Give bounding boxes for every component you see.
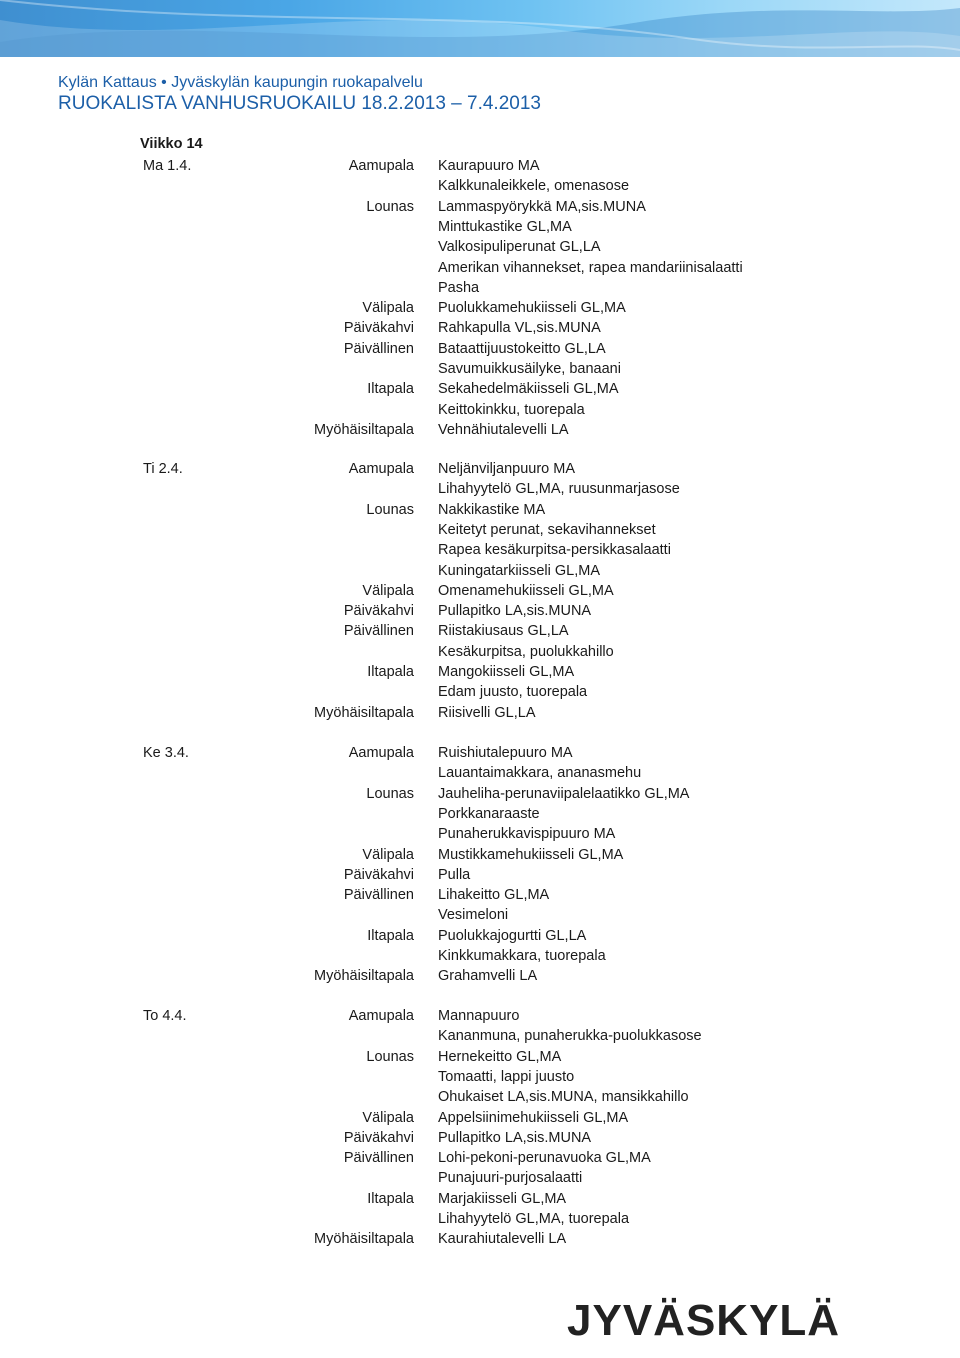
header-title: RUOKALISTA VANHUSRUOKAILU 18.2.2013 – 7.4.2013 bbox=[58, 93, 541, 114]
menu-row bbox=[0, 520, 960, 540]
dish-name: Valkosipuliperunat GL,LA bbox=[438, 239, 601, 256]
meal-name: Päivällinen bbox=[343, 887, 414, 904]
meal-name: Välipala bbox=[362, 1109, 414, 1126]
dish-name: Kuningatarkiisseli GL,MA bbox=[438, 562, 600, 579]
dish-name: Lammaspyörykkä MA,sis.MUNA bbox=[438, 198, 646, 215]
dish-name: Rapea kesäkurpitsa-persikkasalaatti bbox=[438, 542, 671, 559]
jyvaskyla-logo: JYVÄSKYLÄ bbox=[567, 1296, 841, 1345]
dish-name: Lohi-pekoni-perunavuoka GL,MA bbox=[438, 1150, 651, 1167]
dish-name: Riistakiusaus GL,LA bbox=[438, 623, 569, 640]
menu-row bbox=[0, 865, 960, 885]
dish-name: Neljänviljanpuuro MA bbox=[438, 461, 576, 477]
dish-name: Mannapuuro bbox=[438, 1008, 520, 1024]
menu-row bbox=[0, 662, 960, 682]
dish-name: Lihahyytelö GL,MA, tuorepala bbox=[438, 1211, 630, 1227]
dish-name: Omenamehukiisseli GL,MA bbox=[438, 582, 614, 599]
menu-row bbox=[0, 763, 960, 783]
menu-row bbox=[0, 601, 960, 621]
dish-name: Jauheliha-perunaviipalelaatikko GL,MA bbox=[438, 785, 690, 802]
meal-name: Päiväkahvi bbox=[343, 866, 414, 883]
dish-name: Appelsiinimehukiisseli GL,MA bbox=[438, 1109, 629, 1126]
meal-name: Lounas bbox=[366, 785, 414, 802]
menu-row bbox=[0, 703, 960, 723]
menu-row bbox=[0, 824, 960, 844]
menu-row bbox=[0, 743, 960, 763]
dish-name: Kinkkumakkara, tuorepala bbox=[438, 948, 606, 964]
menu-row bbox=[0, 237, 960, 257]
menu-row bbox=[0, 1128, 960, 1148]
menu-row bbox=[0, 197, 960, 217]
menu-row bbox=[0, 420, 960, 440]
meal-name: Aamupala bbox=[348, 158, 414, 174]
header-subtitle: Kylän Kattaus • Jyväskylän kaupungin ruokapalvelu bbox=[58, 74, 423, 91]
meal-name: Päiväkahvi bbox=[343, 1129, 414, 1146]
dish-name: Pullapitko LA,sis.MUNA bbox=[438, 603, 592, 620]
dish-name: Tomaatti, lappi juusto bbox=[438, 1068, 575, 1085]
meal-name: Aamupala bbox=[348, 1008, 414, 1024]
meal-name: Myöhäisiltapala bbox=[314, 968, 414, 985]
menu-row bbox=[0, 1229, 960, 1249]
menu-row bbox=[0, 581, 960, 601]
meal-name: Välipala bbox=[362, 846, 414, 863]
menu-row bbox=[0, 621, 960, 641]
day-label: Ti 2.4. bbox=[143, 461, 183, 477]
meal-name: Lounas bbox=[366, 198, 414, 215]
dish-name: Puolukkajogurtti GL,LA bbox=[438, 927, 587, 944]
menu-row bbox=[0, 217, 960, 237]
dish-name: Kaurapuuro MA bbox=[438, 158, 540, 174]
meal-name: Iltapala bbox=[367, 664, 414, 680]
dish-name: Amerikan vihannekset, rapea mandariinisalaatti bbox=[438, 259, 743, 276]
meal-name: Lounas bbox=[366, 1048, 414, 1065]
menu-row bbox=[0, 500, 960, 520]
menu-row bbox=[0, 459, 960, 479]
meal-name: Iltapala bbox=[367, 927, 414, 944]
menu-row bbox=[0, 1209, 960, 1229]
dish-name: Lauantaimakkara, ananasmehu bbox=[438, 765, 642, 782]
meal-name: Myöhäisiltapala bbox=[314, 1231, 414, 1248]
menu-row bbox=[0, 845, 960, 865]
header-banner bbox=[0, 0, 960, 57]
menu-row bbox=[0, 1168, 960, 1188]
meal-name: Aamupala bbox=[348, 461, 414, 477]
menu-row bbox=[0, 1148, 960, 1168]
dish-name: Kananmuna, punaherukka-puolukkasose bbox=[438, 1028, 702, 1045]
dish-name: Edam juusto, tuorepala bbox=[438, 684, 588, 701]
menu-row bbox=[0, 784, 960, 804]
dish-name: Minttukastike GL,MA bbox=[438, 218, 572, 235]
menu-row bbox=[0, 379, 960, 399]
menu-row bbox=[0, 1026, 960, 1046]
menu-row bbox=[0, 400, 960, 420]
menu-row bbox=[0, 156, 960, 176]
dish-name: Punaherukkavispipuuro MA bbox=[438, 826, 616, 843]
dish-name: Pulla bbox=[438, 866, 471, 883]
day-label: To 4.4. bbox=[143, 1008, 187, 1024]
meal-name: Välipala bbox=[362, 582, 414, 599]
menu-row bbox=[0, 1047, 960, 1067]
menu-row bbox=[0, 1108, 960, 1128]
meal-name: Päivällinen bbox=[343, 340, 414, 357]
menu-row bbox=[0, 905, 960, 925]
menu-row bbox=[0, 946, 960, 966]
dish-name: Hernekeitto GL,MA bbox=[438, 1048, 562, 1065]
dish-name: Sekahedelmäkiisseli GL,MA bbox=[438, 381, 619, 398]
menu-row bbox=[0, 258, 960, 278]
dish-name: Nakkikastike MA bbox=[438, 501, 546, 518]
menu-row bbox=[0, 1067, 960, 1087]
dish-name: Kaurahiutalevelli LA bbox=[438, 1231, 567, 1248]
menu-row bbox=[0, 298, 960, 318]
day-label: Ma 1.4. bbox=[143, 158, 192, 174]
dish-name: Rahkapulla VL,sis.MUNA bbox=[438, 320, 601, 337]
dish-name: Kalkkunaleikkele, omenasose bbox=[438, 178, 630, 195]
dish-name: Punajuuri-purjosalaatti bbox=[438, 1170, 583, 1187]
meal-name: Iltapala bbox=[367, 1190, 414, 1207]
menu-row bbox=[0, 1006, 960, 1026]
menu-row bbox=[0, 804, 960, 824]
meal-name: Päivällinen bbox=[343, 623, 414, 640]
meal-name: Myöhäisiltapala bbox=[314, 421, 414, 438]
menu-row bbox=[0, 682, 960, 702]
meal-name: Lounas bbox=[366, 501, 414, 518]
meal-name: Myöhäisiltapala bbox=[314, 704, 414, 721]
meal-name: Päivällinen bbox=[343, 1150, 414, 1167]
menu-row bbox=[0, 926, 960, 946]
day-label: Ke 3.4. bbox=[143, 745, 189, 761]
dish-name: Porkkanaraaste bbox=[438, 805, 540, 822]
menu-row bbox=[0, 479, 960, 499]
dish-name: Pasha bbox=[438, 279, 480, 296]
menu-row bbox=[0, 642, 960, 662]
banner-wave-graphic bbox=[0, 0, 960, 57]
menu-row bbox=[0, 540, 960, 560]
meal-name: Päiväkahvi bbox=[343, 320, 414, 337]
dish-name: Vesimeloni bbox=[438, 907, 509, 924]
dish-name: Ruishiutalepuuro MA bbox=[438, 745, 573, 761]
menu-row bbox=[0, 278, 960, 298]
dish-name: Mustikkamehukiisseli GL,MA bbox=[438, 846, 624, 863]
dish-name: Puolukkamehukiisseli GL,MA bbox=[438, 300, 626, 317]
dish-name: Riisivelli GL,LA bbox=[438, 704, 536, 721]
menu-row bbox=[0, 885, 960, 905]
dish-name: Lihahyytelö GL,MA, ruusunmarjasose bbox=[438, 481, 680, 498]
dish-name: Keitetyt perunat, sekavihannekset bbox=[438, 521, 656, 538]
meal-name: Aamupala bbox=[348, 745, 414, 761]
menu-row bbox=[0, 561, 960, 581]
dish-name: Savumuikkusäilyke, banaani bbox=[438, 361, 621, 377]
dish-name: Mangokiisseli GL,MA bbox=[438, 664, 575, 680]
meal-name: Päiväkahvi bbox=[343, 603, 414, 620]
meal-name: Iltapala bbox=[367, 381, 414, 398]
meal-name: Välipala bbox=[362, 300, 414, 317]
dish-name: Kesäkurpitsa, puolukkahillo bbox=[438, 643, 614, 660]
menu-row bbox=[0, 318, 960, 338]
menu-row bbox=[0, 1087, 960, 1107]
menu-row bbox=[0, 339, 960, 359]
menu-row bbox=[0, 359, 960, 379]
dish-name: Vehnähiutalevelli LA bbox=[438, 421, 569, 438]
dish-name: Bataattijuustokeitto GL,LA bbox=[438, 340, 606, 357]
menu-row bbox=[0, 176, 960, 196]
menu-row bbox=[0, 1189, 960, 1209]
dish-name: Marjakiisseli GL,MA bbox=[438, 1190, 567, 1207]
dish-name: Grahamvelli LA bbox=[438, 968, 538, 985]
week-label: Viikko 14 bbox=[140, 136, 203, 152]
dish-name: Keittokinkku, tuorepala bbox=[438, 401, 585, 418]
dish-name: Pullapitko LA,sis.MUNA bbox=[438, 1129, 592, 1146]
menu-row bbox=[0, 966, 960, 986]
dish-name: Lihakeitto GL,MA bbox=[438, 887, 550, 904]
dish-name: Ohukaiset LA,sis.MUNA, mansikkahillo bbox=[438, 1089, 689, 1106]
